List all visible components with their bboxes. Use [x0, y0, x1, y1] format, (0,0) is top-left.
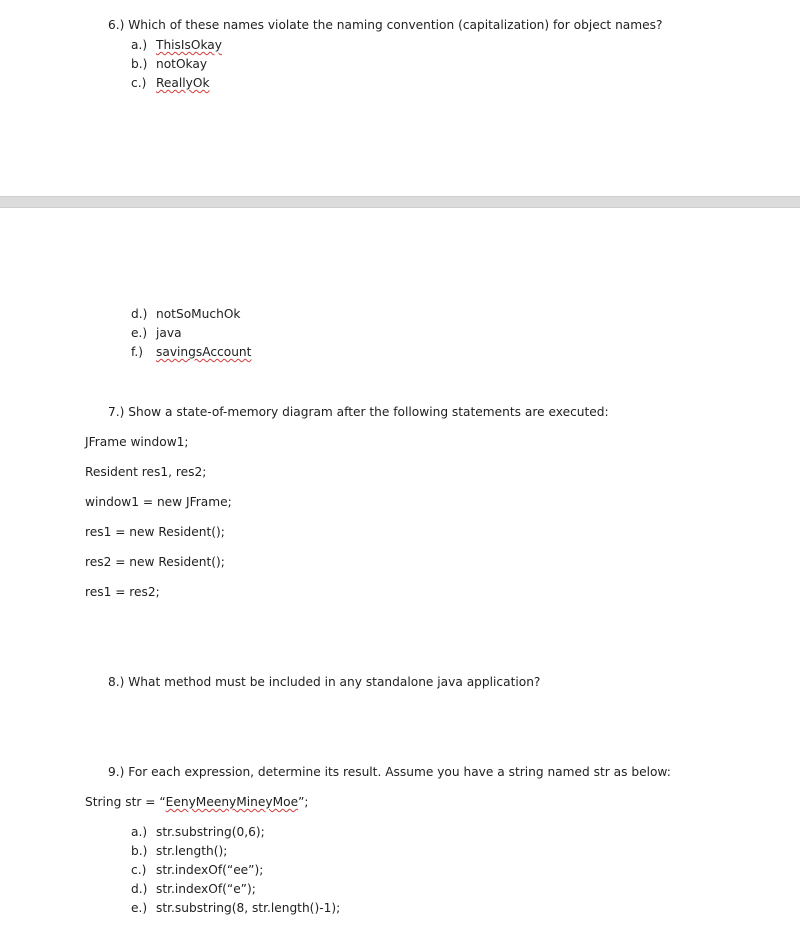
- option-mark: d.): [131, 307, 148, 321]
- option-mark: c.): [131, 76, 147, 90]
- option-text: notSoMuchOk: [156, 307, 241, 321]
- option-text: notOkay: [156, 57, 208, 71]
- q8-question: 8.) What method must be included in any standalone java application?: [108, 675, 541, 689]
- q7-code-line: res2 = new Resident();: [85, 555, 225, 569]
- expression-text: str.substring(0,6);: [156, 825, 265, 839]
- decl-suffix: ”;: [298, 795, 309, 809]
- option-text: savingsAccount: [156, 345, 252, 359]
- q7-code-line: window1 = new JFrame;: [85, 495, 232, 509]
- q9-question: 9.) For each expression, determine its result. Assume you have a string named str as below:: [108, 765, 671, 779]
- option-mark: e.): [131, 901, 148, 915]
- q6-option-e: [131, 325, 182, 341]
- expression-text: str.substring(8, str.length()-1);: [156, 901, 341, 915]
- q7-question: 7.) Show a state-of-memory diagram after the following statements are executed:: [108, 405, 609, 419]
- option-mark: d.): [131, 882, 148, 896]
- q7-code-line: JFrame window1;: [85, 435, 189, 449]
- decl-value: EenyMeenyMineyMoe: [165, 795, 299, 809]
- q6-option-d: [131, 306, 240, 322]
- page-break: [0, 196, 800, 208]
- q7-code-line: Resident res1, res2;: [85, 465, 207, 479]
- option-mark: c.): [131, 863, 147, 877]
- option-text: ThisIsOkay: [156, 38, 222, 52]
- q6-option-c: [131, 75, 210, 91]
- option-mark: f.): [131, 345, 144, 359]
- q6-question: 6.) Which of these names violate the naming convention (capitalization) for object names?: [108, 18, 663, 32]
- option-mark: b.): [131, 57, 148, 71]
- q9-expression-b: [131, 843, 227, 859]
- q7-code-line: res1 = new Resident();: [85, 525, 225, 539]
- expression-text: str.indexOf(“ee”);: [156, 863, 264, 877]
- expression-text: str.length();: [156, 844, 228, 858]
- q6-option-a: [131, 37, 222, 53]
- option-mark: a.): [131, 38, 148, 52]
- option-mark: a.): [131, 825, 148, 839]
- q9-expression-c: [131, 862, 263, 878]
- q9-expression-e: [131, 900, 340, 916]
- q7-code-line: res1 = res2;: [85, 585, 160, 599]
- option-text: java: [156, 326, 182, 340]
- q6-option-f: [131, 344, 251, 360]
- option-mark: e.): [131, 326, 148, 340]
- q9-declaration: [85, 794, 308, 810]
- option-text: ReallyOk: [156, 76, 210, 90]
- expression-text: str.indexOf(“e”);: [156, 882, 256, 896]
- q9-expression-a: [131, 824, 265, 840]
- decl-prefix: String str = “: [85, 795, 166, 809]
- option-mark: b.): [131, 844, 148, 858]
- q6-option-b: [131, 56, 207, 72]
- q9-expression-d: [131, 881, 256, 897]
